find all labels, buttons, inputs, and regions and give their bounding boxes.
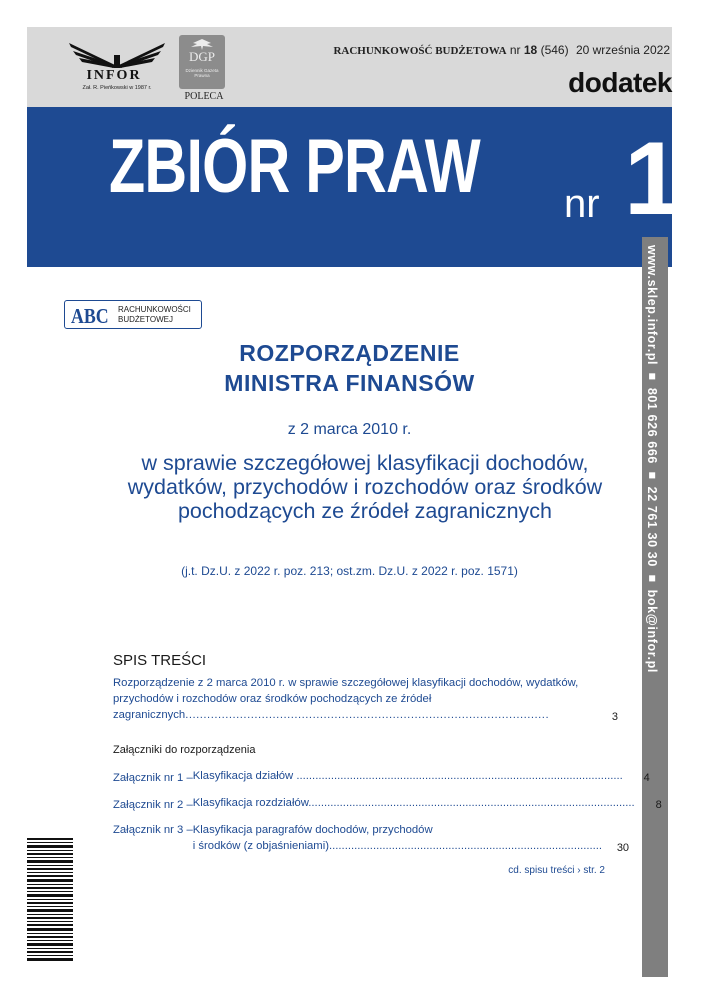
toc-leader-dots: ....................................................................................... bbox=[329, 840, 603, 852]
dgp-logo-text: DGP bbox=[188, 49, 215, 64]
document-kind-line2: MINISTRA FINANSÓW bbox=[224, 370, 475, 396]
toc-annex-prefix: Załącznik nr 2 – bbox=[113, 799, 193, 811]
document-subject: w sprawie szczegółowej klasyfikacji dochodów, wydatków, przychodów i rozchodów oraz środków pochodzących ze źródeł zagranicznych bbox=[127, 451, 603, 523]
issue-date: 20 września 2022 bbox=[575, 43, 670, 57]
infor-logo-text: INFOR bbox=[86, 68, 142, 83]
abc-badge bbox=[64, 300, 202, 329]
toc-main-entry[interactable] bbox=[113, 675, 618, 723]
contact-strip-text: www.sklep.infor.pl ■ 801 626 666 ■ 22 761 30 30 ■ bok@infor.pl bbox=[645, 245, 659, 673]
supplement-label: dodatek bbox=[568, 67, 672, 98]
toc-annex-page: 8 bbox=[655, 799, 662, 811]
document-date: z 2 marca 2010 r. bbox=[287, 421, 412, 438]
infor-logo-subtitle: Zał. R. Pieńkowski w 1987 r. bbox=[82, 85, 152, 91]
toc-annex-title-line2-wrap bbox=[193, 838, 602, 854]
toc-annex-2[interactable] bbox=[113, 795, 662, 811]
dgp-logo bbox=[175, 35, 233, 103]
toc-leader-dots: ........................................................................................................ bbox=[308, 797, 635, 809]
infor-wings-icon bbox=[67, 35, 167, 69]
toc-continuation[interactable]: cd. spisu treści › str. 2 bbox=[508, 865, 605, 876]
issue-total: (546) bbox=[540, 43, 569, 57]
toc-annex-page: 30 bbox=[616, 842, 630, 854]
toc-title: SPIS TREŚCI bbox=[113, 652, 207, 669]
toc-annex-title-text: Klasyfikacja rozdziałów bbox=[192, 797, 309, 809]
document-kind-line1: ROZPORZĄDZENIE bbox=[239, 340, 460, 366]
dgp-recommends-label: POLECA bbox=[184, 91, 224, 102]
toc-annex-title-text: Klasyfikacja działów bbox=[192, 770, 294, 782]
toc-annex-heading: Załączniki do rozporządzenia bbox=[113, 744, 256, 756]
abc-badge-line1: RACHUNKOWOŚCI bbox=[118, 305, 191, 314]
toc-annex-1[interactable] bbox=[113, 768, 650, 784]
toc-leader-dots: .................................................................................................... bbox=[185, 709, 550, 721]
toc-main-entry-label: Rozporządzenie z 2 marca 2010 r. w sprawie szczegółowej klasyfikacji dochodów, wydatków, przychodów i rozchodów oraz środków pochodzących ze źródeł zagranicznych bbox=[113, 677, 579, 721]
toc-main-entry-text bbox=[113, 675, 591, 723]
issue-number: 18 bbox=[523, 43, 538, 57]
toc-annex-title-wrap bbox=[193, 822, 629, 854]
toc-annex-page: 4 bbox=[643, 772, 650, 784]
document-kind bbox=[27, 338, 672, 398]
issue-nr-prefix: nr bbox=[509, 43, 521, 57]
toc-annex-title bbox=[193, 768, 623, 784]
toc-annex-3[interactable] bbox=[113, 822, 630, 854]
toc-annex-title-wrap bbox=[193, 795, 662, 811]
header-band bbox=[27, 27, 672, 107]
abc-badge-text bbox=[118, 305, 191, 325]
toc-main-entry-page: 3 bbox=[611, 711, 618, 723]
issue-info bbox=[262, 43, 672, 57]
toc-annex-prefix: Załącznik nr 1 – bbox=[113, 772, 193, 784]
publication-name: RACHUNKOWOŚĆ BUDŻETOWA bbox=[333, 45, 507, 57]
banner-title: ZBIÓR PRAW bbox=[109, 124, 480, 209]
toc-annex-prefix: Załącznik nr 3 – bbox=[113, 824, 193, 836]
table-of-contents bbox=[113, 652, 662, 865]
banner-number: 1 bbox=[624, 121, 682, 237]
abc-badge-mark: ABC bbox=[71, 304, 109, 328]
toc-leader-dots: ........................................................................................................ bbox=[293, 770, 623, 782]
toc-annex-title-line2: i środków (z objaśnieniami) bbox=[192, 840, 329, 852]
dgp-logo-small-text: Dziennik Gazeta Prawna bbox=[185, 68, 219, 78]
barcode-image bbox=[27, 838, 75, 963]
title-banner bbox=[27, 107, 682, 267]
toc-annex-title-wrap bbox=[193, 768, 650, 784]
toc-annex-title bbox=[193, 822, 602, 854]
banner-nr-label: nr bbox=[564, 182, 600, 226]
toc-annex-title-line1: Klasyfikacja paragrafów dochodów, przychodów bbox=[192, 824, 433, 836]
toc-annex-title bbox=[193, 795, 635, 811]
document-reference: (j.t. Dz.U. z 2022 r. poz. 213; ost.zm. Dz.U. z 2022 r. poz. 1571) bbox=[181, 564, 518, 578]
infor-logo bbox=[67, 35, 167, 105]
abc-badge-line2: BUDŻETOWEJ bbox=[118, 315, 173, 324]
